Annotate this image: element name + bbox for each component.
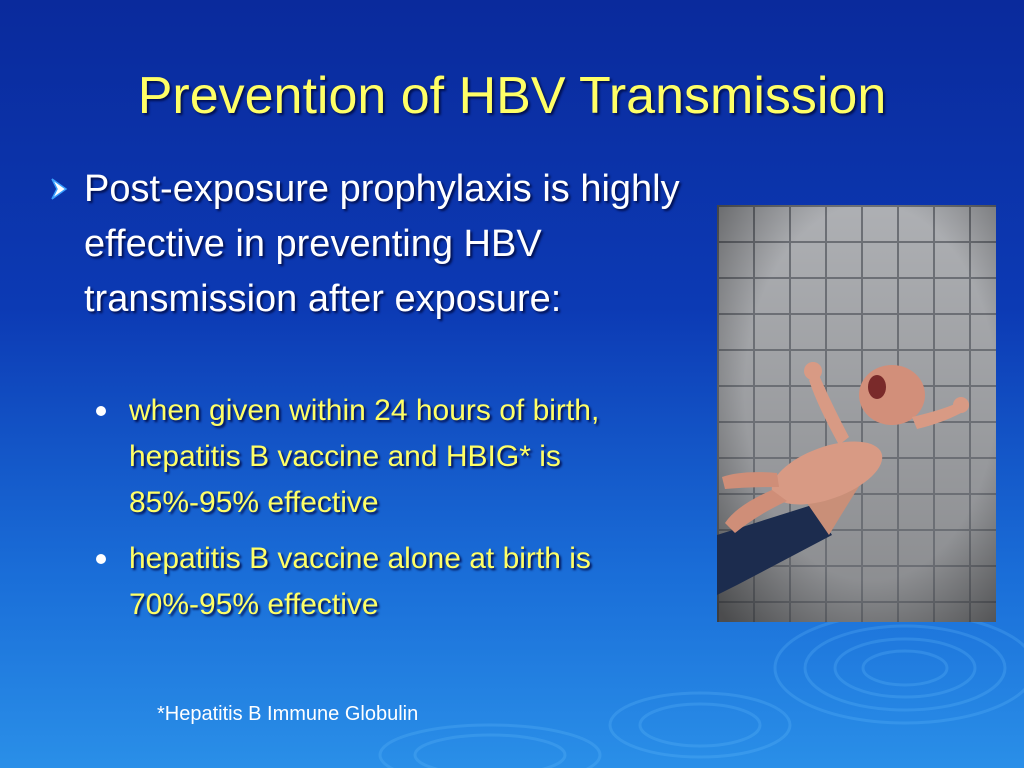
dot-bullet-icon <box>96 554 106 564</box>
arrow-bullet-icon <box>48 176 70 202</box>
dot-bullet-icon <box>96 406 106 416</box>
sub-bullet-text: when given within 24 hours of birth, hepatitis B vaccine and HBIG* is 85%-95% effective <box>129 394 600 519</box>
sub-bullet-item <box>96 536 676 628</box>
footnote: *Hepatitis B Immune Globulin <box>157 703 419 725</box>
slide-title: Prevention of HBV Transmission <box>137 67 887 125</box>
newborn-baby-photo <box>717 205 996 622</box>
sub-bullet-text: hepatitis B vaccine alone at birth is 70%-95% effective <box>129 542 591 621</box>
baby-illustration <box>717 205 996 622</box>
main-bullet-text: Post-exposure prophylaxis is highly effective in preventing HBV transmission after exposure: <box>84 168 680 320</box>
sub-bullet-item <box>96 388 676 526</box>
main-bullet <box>48 162 688 327</box>
sub-bullet-list <box>96 388 676 638</box>
